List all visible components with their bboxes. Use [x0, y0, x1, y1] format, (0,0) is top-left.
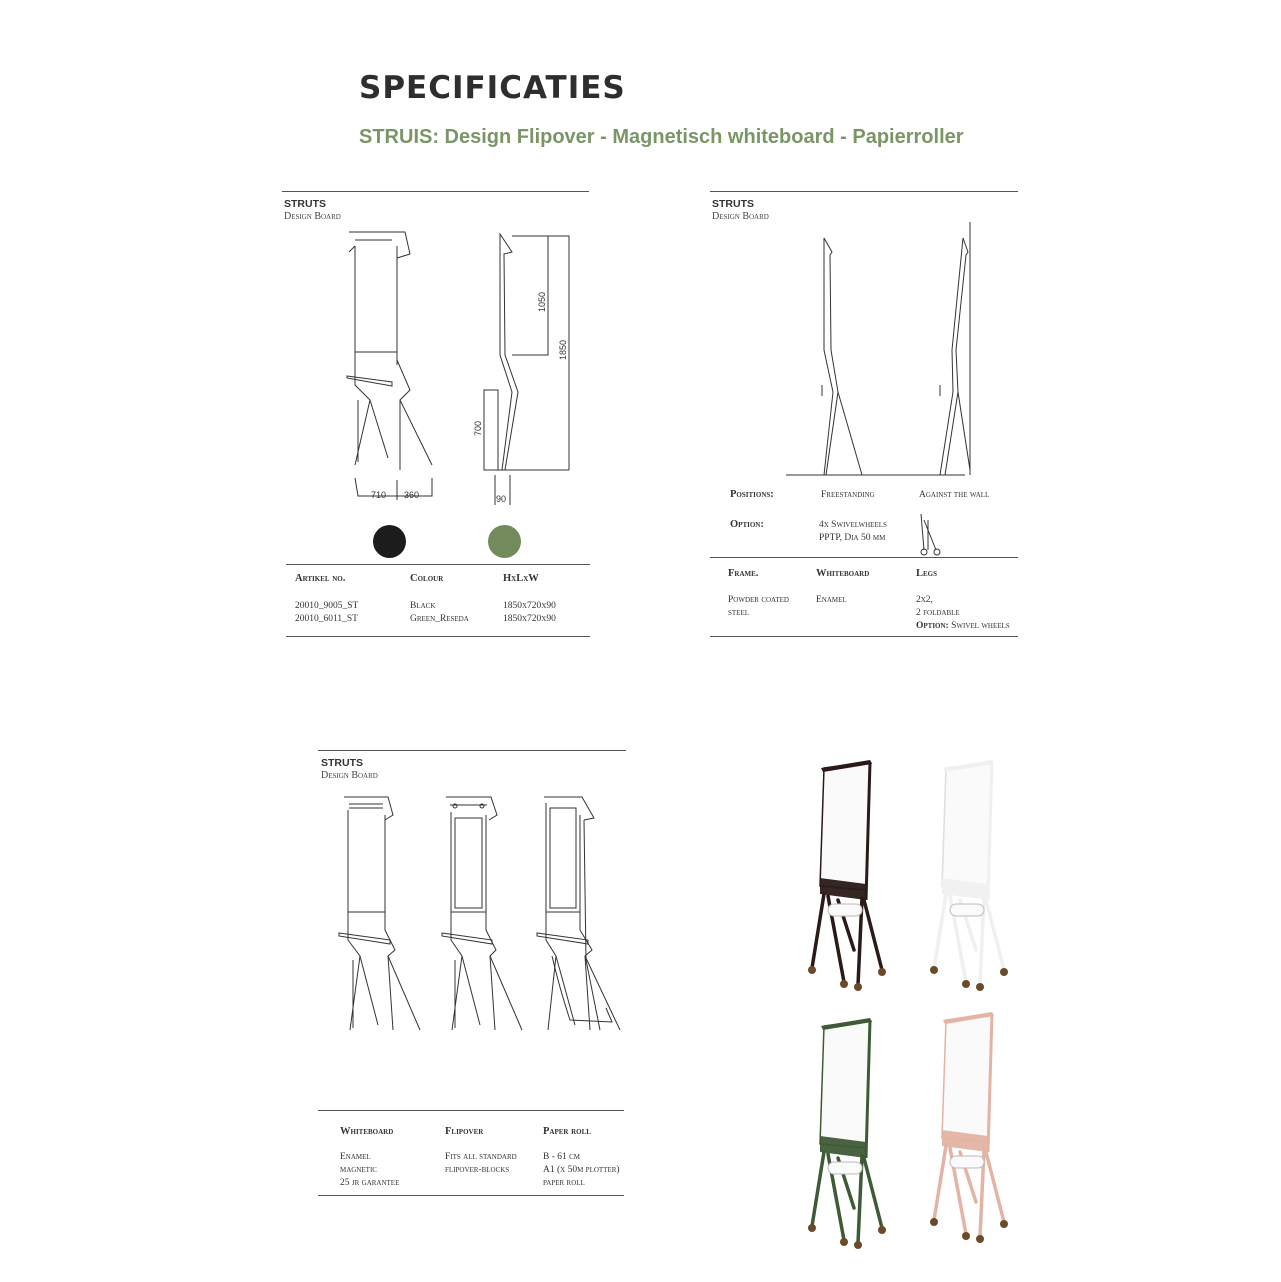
positions-label: Positions: [730, 489, 774, 500]
divider [286, 564, 590, 565]
stand-leg [986, 900, 1004, 970]
dim-upper-height: 1050 [537, 291, 547, 312]
divider [318, 1195, 624, 1196]
paper-roll [828, 1162, 862, 1174]
wheel [840, 1238, 848, 1246]
table-header-dimensions: HxLxW [503, 573, 539, 584]
sheet-subtitle: Design Board [712, 211, 769, 222]
legs-value: 2x2, 2 foldable Option: Swivel wheels [916, 595, 1010, 631]
wheel [930, 966, 938, 974]
wheel [878, 968, 886, 976]
sheet-title: STRUTS [712, 198, 754, 210]
wheel [1000, 968, 1008, 976]
whiteboard-value: Enamel magnetic 25 jr garantee [340, 1152, 400, 1188]
table-cell: 1850x720x90 1850x720x90 [503, 601, 556, 624]
table-cell: Black Green_Reseda [410, 601, 469, 624]
wheel [854, 983, 862, 991]
stand-leg [934, 894, 946, 968]
product-photo-white [930, 760, 1008, 991]
flipover-value: Fits all standard flipover-blocks [445, 1152, 517, 1175]
wheel [878, 1226, 886, 1234]
wheel [976, 1235, 984, 1243]
page-subtitle: STRUIS: Design Flipover - Magnetisch whiteboard - Papierroller [359, 126, 964, 148]
sheet-title: STRUTS [321, 757, 363, 769]
table-header-whiteboard: Whiteboard [816, 568, 870, 579]
paper-roll [950, 904, 984, 916]
wheel [808, 966, 816, 974]
table-header-whiteboard: Whiteboard [340, 1126, 394, 1137]
divider [318, 750, 626, 751]
wheel [808, 1224, 816, 1232]
whiteboard-value: Enamel [816, 595, 847, 605]
stand-leg [986, 1152, 1004, 1222]
color-swatch-black [373, 525, 406, 558]
dim-width: 710 [371, 490, 387, 500]
divider [286, 636, 590, 637]
wheel [930, 1218, 938, 1226]
dim-total-height: 1850 [558, 339, 568, 360]
divider [710, 636, 1018, 637]
wheel [1000, 1220, 1008, 1228]
table-header-frame: Frame. [728, 568, 759, 579]
dim-depth-feet: 360 [404, 490, 420, 500]
product-photo-green [808, 1018, 886, 1249]
whiteboard-panel [820, 762, 870, 890]
wheel [962, 980, 970, 988]
divider [710, 557, 1018, 558]
stand-leg [812, 894, 824, 968]
divider [710, 191, 1018, 192]
wheel [840, 980, 848, 988]
divider [282, 191, 589, 192]
page-title: SPECIFICATIES [359, 70, 626, 106]
product-photo-black [808, 760, 886, 991]
stand-leg [864, 900, 882, 970]
table-header-colour: Colour [410, 573, 444, 584]
position-against-wall: Against the wall [919, 490, 990, 500]
paper-roll-value: B - 61 cm A1 (x 50m plotter) paper roll [543, 1152, 620, 1188]
table-header-legs: Legs [916, 568, 938, 579]
stand-leg [934, 1146, 946, 1220]
frame-value: Powder coated steel [728, 595, 789, 618]
table-header-flipover: Flipover [445, 1126, 484, 1137]
sheet-subtitle: Design Board [321, 770, 378, 781]
table-cell: 20010_9005_ST 20010_6011_ST [295, 601, 359, 624]
stand-leg [864, 1158, 882, 1228]
wheel [962, 1232, 970, 1240]
table-header-artikel: Artikel no. [295, 573, 346, 584]
dim-lower-height: 700 [473, 420, 483, 436]
product-photos [0, 0, 1, 1]
option-text: 4x Swivelwheels PPTP, Dia 50 mm [819, 520, 887, 543]
sheet-title: STRUTS [284, 198, 326, 210]
product-photo-pink [930, 1012, 1008, 1243]
paper-roll [828, 904, 862, 916]
whiteboard-panel [942, 1014, 992, 1142]
whiteboard-panel [942, 762, 992, 890]
whiteboard-panel [820, 1020, 870, 1148]
position-freestanding: Freestanding [821, 490, 875, 500]
sheet-subtitle: Design Board [284, 211, 341, 222]
dim-board-depth: 90 [496, 494, 507, 504]
paper-roll [950, 1156, 984, 1168]
table-header-paper-roll: Paper roll [543, 1126, 591, 1137]
wheel [976, 983, 984, 991]
stand-leg [812, 1152, 824, 1226]
color-swatch-green [488, 525, 521, 558]
option-label: Option: [730, 519, 764, 530]
divider [318, 1110, 624, 1111]
wheel [854, 1241, 862, 1249]
